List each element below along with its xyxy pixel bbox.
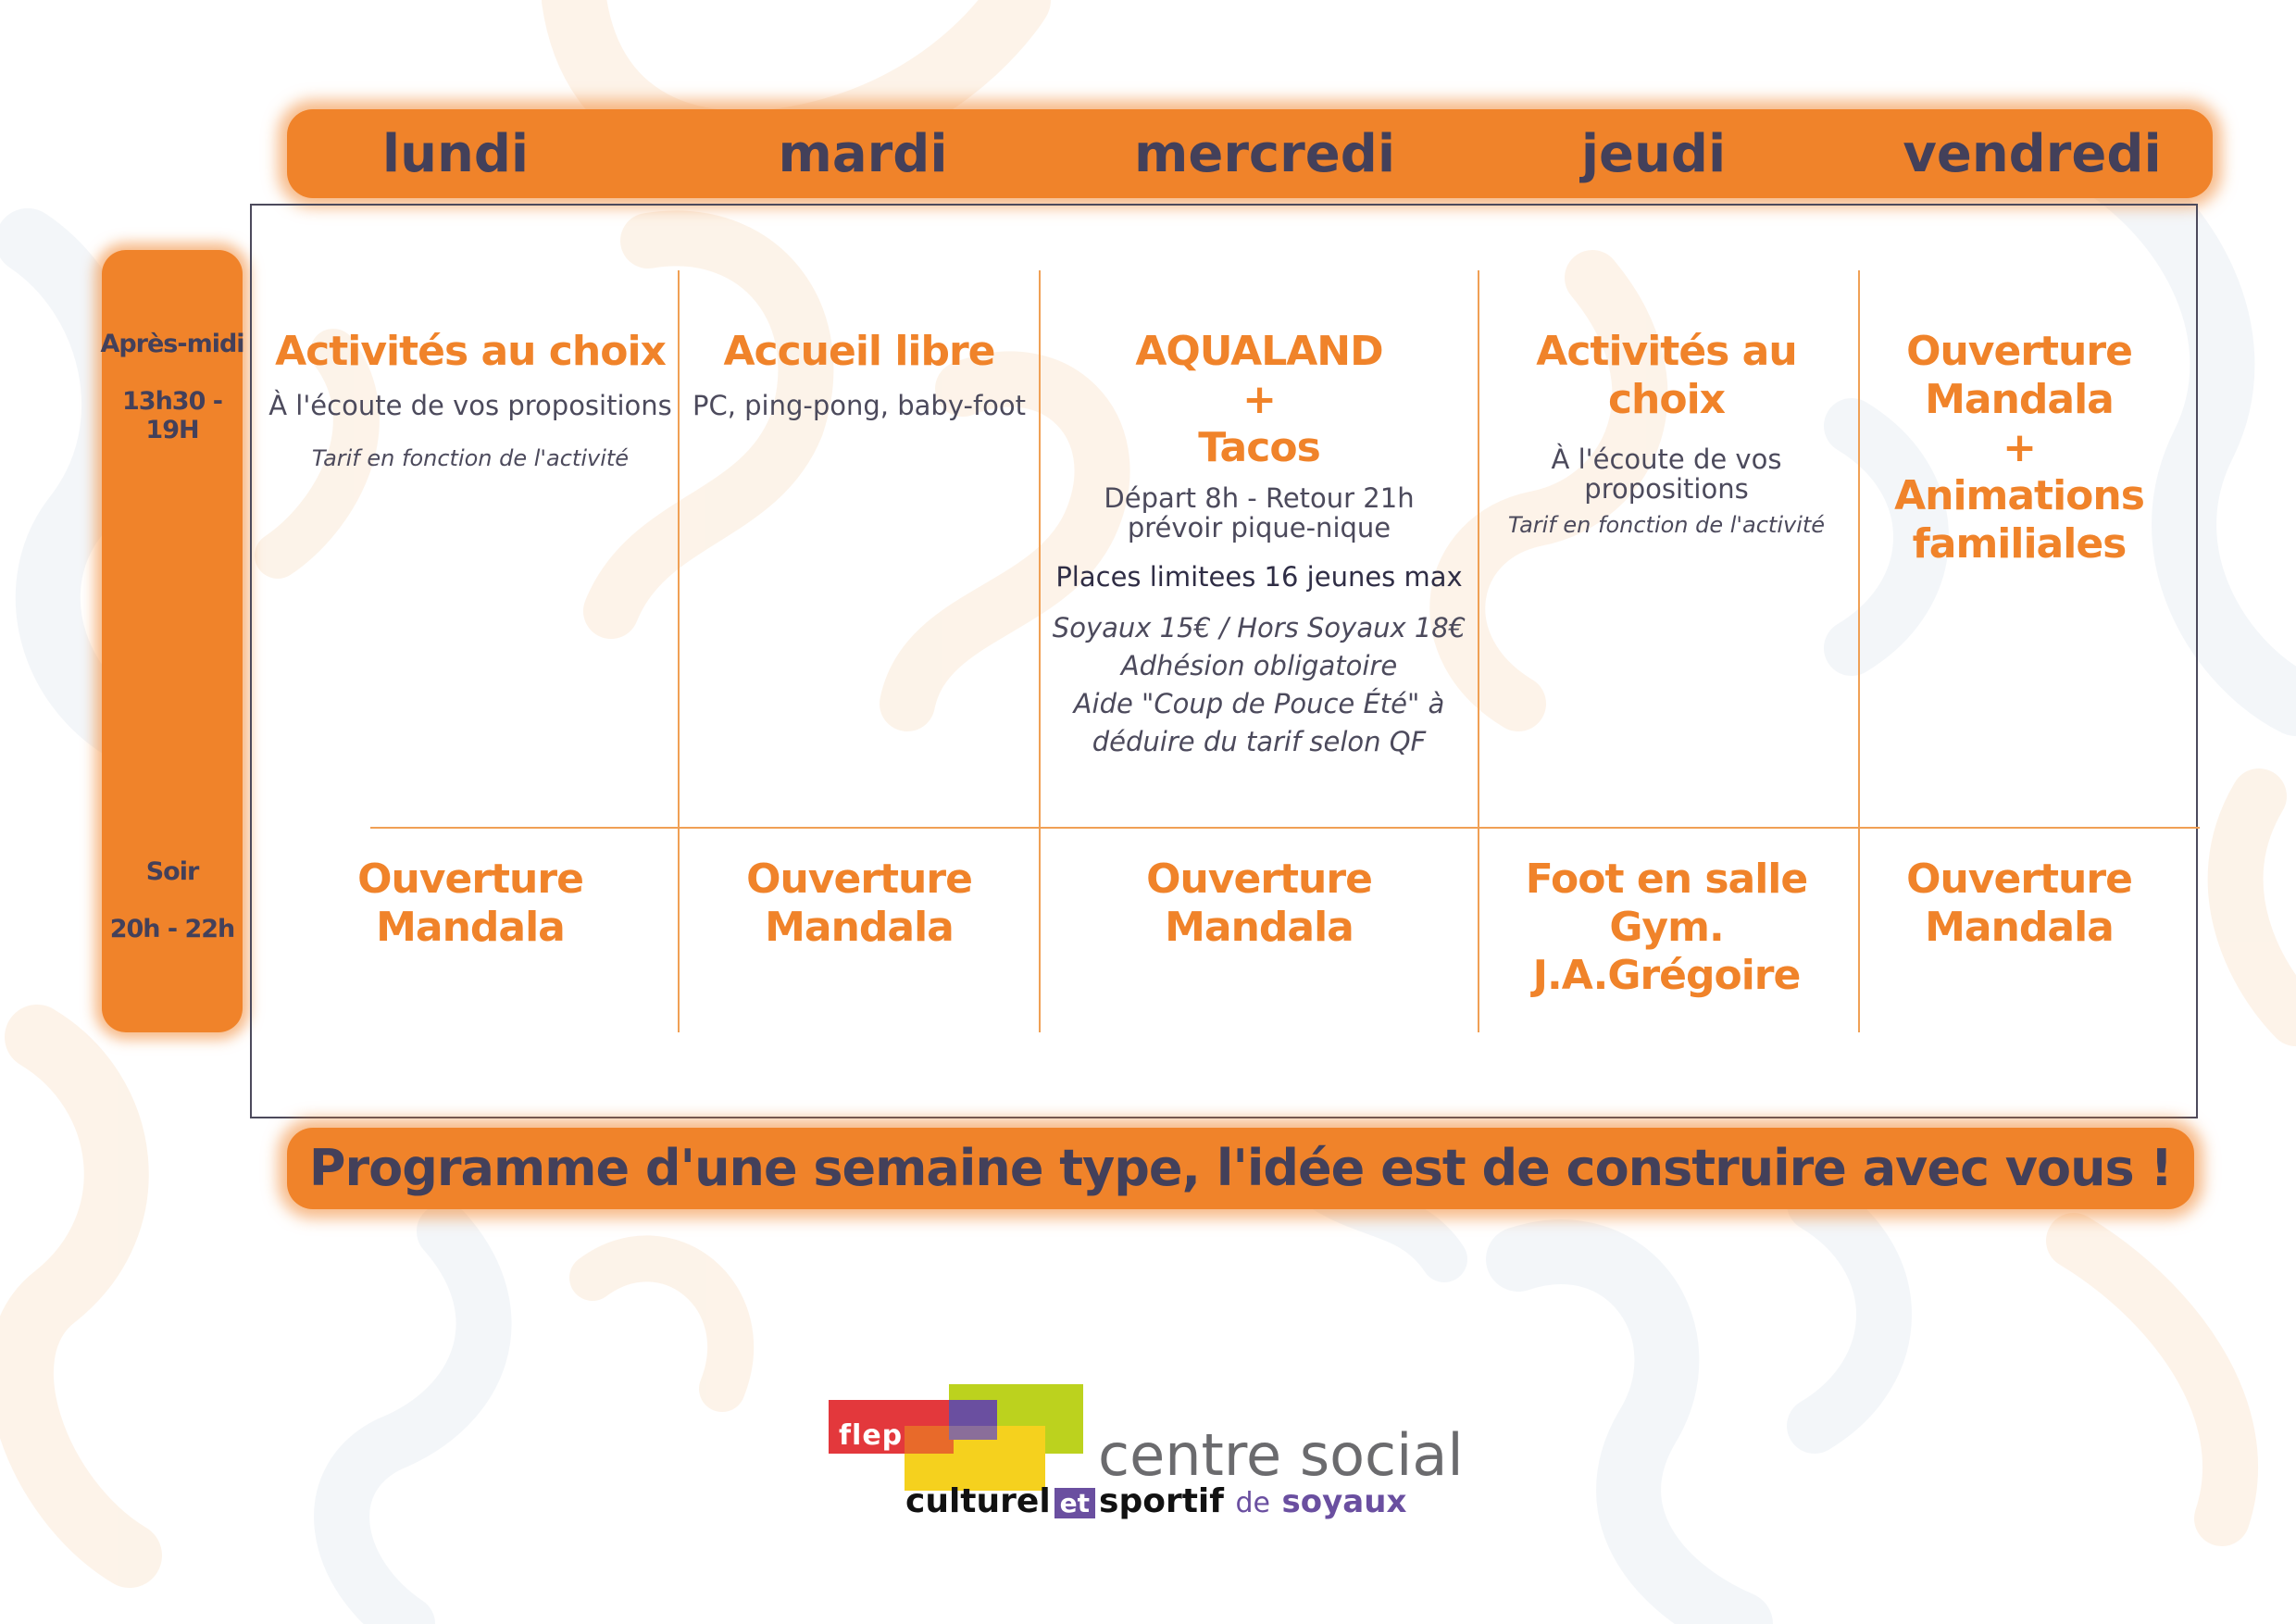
logo-centre-social: centre social xyxy=(1098,1421,1464,1489)
day-vendredi: vendredi xyxy=(1903,124,2162,184)
activity-title-line: Mandala xyxy=(1165,904,1354,951)
activity-title-line: Tacos xyxy=(1198,424,1320,471)
price-info: Soyaux 15€ / Hors Soyaux 18€ xyxy=(1052,612,1466,643)
activity-title: Activités au choix xyxy=(1536,328,1797,423)
activity-title-line: familiales xyxy=(1912,520,2127,568)
activity-title-line: Gym. xyxy=(1609,904,1724,951)
price-info: Aide "Coup de Pouce Été" à xyxy=(1073,688,1445,719)
evening-label: Soir xyxy=(145,857,199,886)
column-divider xyxy=(1039,270,1041,1032)
day-jeudi: jeudi xyxy=(1580,124,1727,184)
logo-soyaux: soyaux xyxy=(1281,1483,1407,1520)
activity-title-line: + xyxy=(1242,376,1276,423)
logo-sportif: sportif xyxy=(1099,1482,1224,1520)
logo-flep-text: flep xyxy=(839,1419,904,1452)
activity-description: À l'écoute de vos xyxy=(1551,443,1782,475)
activity-title-line: Mandala xyxy=(1925,376,2114,423)
activity-title-line: Ouverture xyxy=(1906,856,2132,903)
activity-title-line: + xyxy=(2003,424,2036,471)
departure-info: prévoir pique-nique xyxy=(1127,512,1391,543)
cell-evening-lundi xyxy=(268,856,672,952)
activity-title-line: AQUALAND xyxy=(1135,328,1383,375)
column-divider xyxy=(1478,270,1479,1032)
activity-title: Accueil libre xyxy=(723,328,995,375)
evening-hours: 20h - 22h xyxy=(109,915,235,943)
activity-description: propositions xyxy=(1584,473,1749,505)
price-info: déduire du tarif selon QF xyxy=(1092,726,1427,757)
activity-title-line: Ouverture xyxy=(1906,328,2132,375)
activity-description: À l'écoute de vos propositions xyxy=(268,390,672,421)
afternoon-hours: 13h30 - 19H xyxy=(122,387,222,444)
bottom-banner-text: Programme d'une semaine type, l'idée est de construire avec vous ! xyxy=(308,1139,2173,1197)
activity-description: PC, ping-pong, baby-foot xyxy=(692,390,1027,421)
activity-price-note: Tarif en fonction de l'activité xyxy=(311,445,630,471)
activity-title-line: Mandala xyxy=(1925,904,2114,951)
day-mardi: mardi xyxy=(778,124,948,184)
cell-afternoon-vendredi xyxy=(1862,328,2177,568)
cell-evening-mercredi xyxy=(1042,856,1476,952)
afternoon-label: Après-midi xyxy=(100,330,244,358)
activity-title-line: J.A.Grégoire xyxy=(1532,952,1801,999)
day-mercredi: mercredi xyxy=(1133,124,1396,184)
column-divider xyxy=(678,270,680,1032)
activity-title-line: Foot en salle xyxy=(1525,856,1808,903)
row-divider xyxy=(370,827,2200,829)
logo-culturel: culturel xyxy=(905,1482,1051,1520)
activity-title-line: Animations xyxy=(1894,472,2144,519)
cell-afternoon-lundi xyxy=(268,328,672,472)
activity-title: Activités au choix xyxy=(275,328,666,375)
price-info: Adhésion obligatoire xyxy=(1120,650,1398,681)
cell-evening-vendredi xyxy=(1862,856,2177,952)
activity-title-line: Ouverture xyxy=(1146,856,1372,903)
activity-price-note: Tarif en fonction de l'activité xyxy=(1507,512,1826,538)
activity-title-line: Ouverture xyxy=(746,856,972,903)
activity-title-line: Mandala xyxy=(765,904,954,951)
activity-title-line: Ouverture xyxy=(357,856,583,903)
activity-title-line: Mandala xyxy=(376,904,565,951)
cell-afternoon-mardi xyxy=(681,328,1037,420)
column-divider xyxy=(1858,270,1860,1032)
cell-afternoon-mercredi xyxy=(1042,328,1476,761)
cell-evening-mardi xyxy=(681,856,1037,952)
logo-de: de xyxy=(1235,1487,1270,1519)
day-lundi: lundi xyxy=(381,124,530,184)
logo-tagline xyxy=(905,1482,1406,1520)
cell-evening-jeudi xyxy=(1481,856,1852,1000)
places-info: Places limitees 16 jeunes max xyxy=(1055,561,1463,593)
logo-et: et xyxy=(1054,1488,1095,1518)
departure-info: Départ 8h - Retour 21h xyxy=(1104,482,1415,514)
cell-afternoon-jeudi xyxy=(1481,328,1852,539)
